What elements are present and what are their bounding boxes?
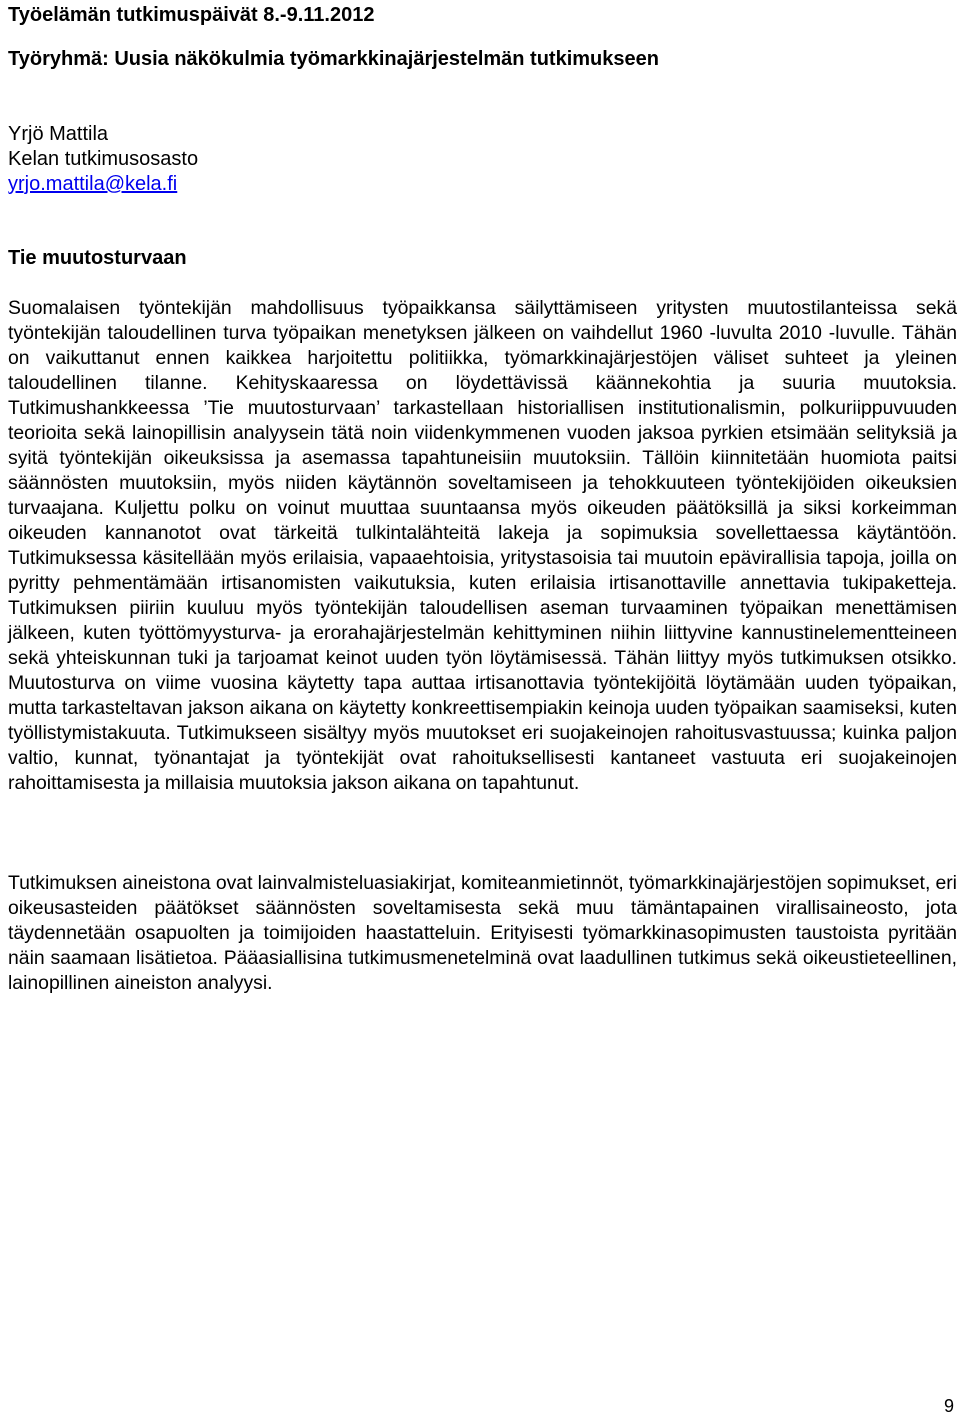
- body-paragraph-1: Suomalaisen työntekijän mahdollisuus työpaikkansa säilyttämiseen yritysten muutostilanteissa sekä työntekijän taloudellinen turva työpaikan menetyksen jälkeen on vaihdellut 1960 -luvulta 2010 -luvulle. Tähän on vaikuttanut ennen kaikkea harjoitettu politiikka, työmarkkinajärjestöjen väliset suhteet ja yleinen taloudellinen tilanne. Kehityskaaressa on löydettävissä käännekohtia ja suuria muutoksia. Tutkimushankkeessa ’Tie muutosturvaan’ tarkastellaan historiallisen institutionalismin, polkuriippuvuuden teorioita sekä lainopillisin analyysein tätä noin viidenkymmenen vuoden jaksoa pyrkien etsimään selityksiä ja syitä työntekijän oikeuksissa ja asemassa tapahtuneisiin muutoksiin. Tällöin kiinnitetään huomiota paitsi säännösten muutoksiin, myös niiden käytännön soveltamiseen ja tehokkuuteen työntekijöiden oikeuksien turvaajana. Kuljettu polku on voinut muuttaa suuntaansa myös oikeuden päätöksillä ja siksi korkeimman oikeuden kannanotot ovat tärkeitä tulkintalähteitä lakeja ja sopimuksia sovellettaessa käytäntöön. Tutkimuksessa käsitellään myös erilaisia, vapaaehtoisia, yritystasoisia tai muutoin epävirallisia tapoja, joilla on pyritty pehmentämään irtisanomisten vaikutuksia, kuten erilaisia irtisanottaville annettavia tukipaketteja. Tutkimuksen piiriin kuuluu myös työntekijän taloudellisen aseman turvaaminen työpaikan menettämisen jälkeen, kuten työttömyysturva- ja erorahajärjestelmän kehittyminen niihin liittyvine kannustinelementteineen sekä yhteiskunnan tuki ja tarjoamat keinot uuden työn löytämisessä. Tähän liittyy myös tutkimuksen otsikko. Muutosturva on viime vuosina käytetty tapa auttaa irtisanottavia työntekijöitä löytämään uuden työpaikan, mutta tarkasteltavan jakson aikana on käytetty konkreettisempiakin keinoja uuden työpaikan saamiseksi, kuten työllistymistakuuta. Tutkimukseen sisältyy myös muutokset eri suojakeinojen rahoitusvastuussa; kuinka paljon valtio, kunnat, työnantajat ja työntekijät ovat rahoituksellisesti kantaneet vastuuta eri suojakeinojen rahoittamisesta ja millaisia muutoksia jakson aikana on tapahtunut.: [8, 297, 957, 794]
- author-block: [8, 122, 198, 197]
- conference-title: Työelämän tutkimuspäivät 8.-9.11.2012: [8, 4, 375, 26]
- author-organization: Kelan tutkimusosasto: [8, 148, 199, 170]
- page-number: 9: [943, 1396, 954, 1416]
- author-name: Yrjö Mattila: [8, 123, 109, 145]
- working-group-title: Työryhmä: Uusia näkökulmia työmarkkinajärjestelmän tutkimukseen: [8, 48, 659, 70]
- body-paragraph-2: Tutkimuksen aineistona ovat lainvalmisteluasiakirjat, komiteanmietinnöt, työmarkkinajärjestöjen sopimukset, eri oikeusasteiden päätökset säännösten soveltamisesta sekä muu tämäntapainen virallisaineosto, jota täydennetään osapuolten ja toimijoiden haastatteluin. Erityisesti työmarkkinasopimusten taustoista pyritään näin saamaan lisätietoa. Pääasiallisina tutkimusmenetelminä ovat laadullinen tutkimus sekä oikeustieteellinen, lainopillinen aineiston analyysi.: [8, 872, 957, 994]
- author-email-link[interactable]: yrjo.mattila@kela.fi: [8, 173, 178, 195]
- section-title: Tie muutosturvaan: [8, 247, 187, 269]
